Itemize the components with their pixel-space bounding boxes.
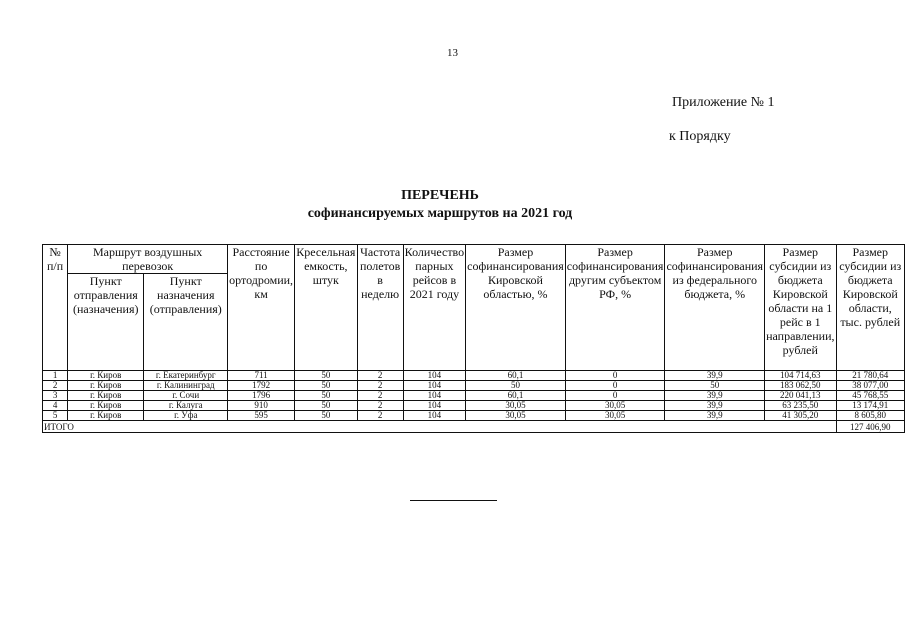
cell-cofin-kirov: 30,05 — [466, 411, 566, 421]
header-cofin-kirov: Размер софинансирования Кировской областью, % — [466, 245, 566, 371]
cell-departure: г. Киров — [68, 391, 144, 401]
cell-number: 3 — [43, 391, 68, 401]
cell-subsidy-total: 45 768,55 — [836, 391, 905, 401]
cell-distance: 1796 — [228, 391, 295, 401]
cell-cofin-other: 0 — [565, 371, 665, 381]
header-subsidy-total: Размер субсидии из бюджета Кировской области, тыс. рублей — [836, 245, 905, 371]
total-label: ИТОГО — [43, 421, 837, 433]
table-row — [43, 381, 905, 391]
cell-arrival: г. Калининград — [144, 381, 228, 391]
header-number: № п/п — [43, 245, 68, 371]
cell-frequency: 2 — [357, 371, 403, 381]
cell-subsidy-per-flight: 183 062,50 — [765, 381, 836, 391]
appendix-reference: к Порядку — [669, 129, 731, 144]
closing-rule — [410, 500, 497, 501]
cell-subsidy-per-flight: 220 041,13 — [765, 391, 836, 401]
cell-seats: 50 — [295, 381, 358, 391]
cell-cofin-federal: 39,9 — [665, 391, 765, 401]
header-distance: Расстояние по ортодромии, км — [228, 245, 295, 371]
table-body — [43, 245, 905, 433]
cell-subsidy-per-flight: 63 235,50 — [765, 401, 836, 411]
document-title: ПЕРЕЧЕНЬ — [401, 188, 479, 203]
cell-distance: 1792 — [228, 381, 295, 391]
header-frequency: Частота полетов в неделю — [357, 245, 403, 371]
cell-subsidy-per-flight: 41 305,20 — [765, 411, 836, 421]
cell-subsidy-total: 38 077,00 — [836, 381, 905, 391]
cell-cofin-other: 30,05 — [565, 411, 665, 421]
cell-frequency: 2 — [357, 401, 403, 411]
cell-subsidy-total: 8 605,80 — [836, 411, 905, 421]
header-arrival: Пункт назначения (отправления) — [144, 274, 228, 371]
cell-cofin-other: 0 — [565, 391, 665, 401]
cell-frequency: 2 — [357, 381, 403, 391]
cell-arrival: г. Калуга — [144, 401, 228, 411]
cell-flights: 104 — [403, 411, 465, 421]
cell-cofin-federal: 50 — [665, 381, 765, 391]
header-subsidy-per-flight: Размер субсидии из бюджета Кировской области на 1 рейс в 1 направлении, рублей — [765, 245, 836, 371]
cell-flights: 104 — [403, 381, 465, 391]
cell-cofin-federal: 39,9 — [665, 401, 765, 411]
total-value: 127 406,90 — [836, 421, 905, 433]
header-row-top — [43, 245, 905, 274]
header-seats: Кресельная емкость, штук — [295, 245, 358, 371]
cell-departure: г. Киров — [68, 401, 144, 411]
header-flights: Количество парных рейсов в 2021 году — [403, 245, 465, 371]
cell-seats: 50 — [295, 411, 358, 421]
cell-flights: 104 — [403, 371, 465, 381]
cell-arrival: г. Сочи — [144, 391, 228, 401]
cell-flights: 104 — [403, 391, 465, 401]
cell-distance: 711 — [228, 371, 295, 381]
cell-cofin-other: 30,05 — [565, 401, 665, 411]
total-row — [43, 421, 905, 433]
table-row — [43, 371, 905, 381]
cell-frequency: 2 — [357, 391, 403, 401]
cell-number: 2 — [43, 381, 68, 391]
cell-seats: 50 — [295, 391, 358, 401]
header-cofin-federal: Размер софинансирования из федерального бюджета, % — [665, 245, 765, 371]
cell-flights: 104 — [403, 401, 465, 411]
table-row — [43, 391, 905, 401]
header-cofin-other: Размер софинансирования другим субъектом РФ, % — [565, 245, 665, 371]
cell-cofin-other: 0 — [565, 381, 665, 391]
cell-number: 4 — [43, 401, 68, 411]
cell-number: 5 — [43, 411, 68, 421]
cell-distance: 910 — [228, 401, 295, 411]
cell-cofin-federal: 39,9 — [665, 411, 765, 421]
cell-seats: 50 — [295, 371, 358, 381]
cell-cofin-kirov: 60,1 — [466, 371, 566, 381]
page-number: 13 — [447, 47, 458, 59]
cell-cofin-kirov: 50 — [466, 381, 566, 391]
cell-cofin-kirov: 60,1 — [466, 391, 566, 401]
document-subtitle: софинансируемых маршрутов на 2021 год — [307, 206, 573, 221]
cell-subsidy-total: 13 174,91 — [836, 401, 905, 411]
cell-departure: г. Киров — [68, 371, 144, 381]
cell-distance: 595 — [228, 411, 295, 421]
cell-subsidy-total: 21 780,64 — [836, 371, 905, 381]
cell-seats: 50 — [295, 401, 358, 411]
cell-cofin-federal: 39,9 — [665, 371, 765, 381]
cell-arrival: г. Уфа — [144, 411, 228, 421]
header-departure: Пункт отправления (назначения) — [68, 274, 144, 371]
routes-table-wrapper — [42, 244, 905, 433]
cell-departure: г. Киров — [68, 411, 144, 421]
routes-table — [42, 244, 905, 433]
appendix-label: Приложение № 1 — [672, 95, 775, 110]
cell-subsidy-per-flight: 104 714,63 — [765, 371, 836, 381]
cell-number: 1 — [43, 371, 68, 381]
cell-arrival: г. Екатеринбург — [144, 371, 228, 381]
cell-frequency: 2 — [357, 411, 403, 421]
header-route: Маршрут воздушных перевозок — [68, 245, 228, 274]
cell-cofin-kirov: 30,05 — [466, 401, 566, 411]
table-row — [43, 411, 905, 421]
table-row — [43, 401, 905, 411]
cell-departure: г. Киров — [68, 381, 144, 391]
